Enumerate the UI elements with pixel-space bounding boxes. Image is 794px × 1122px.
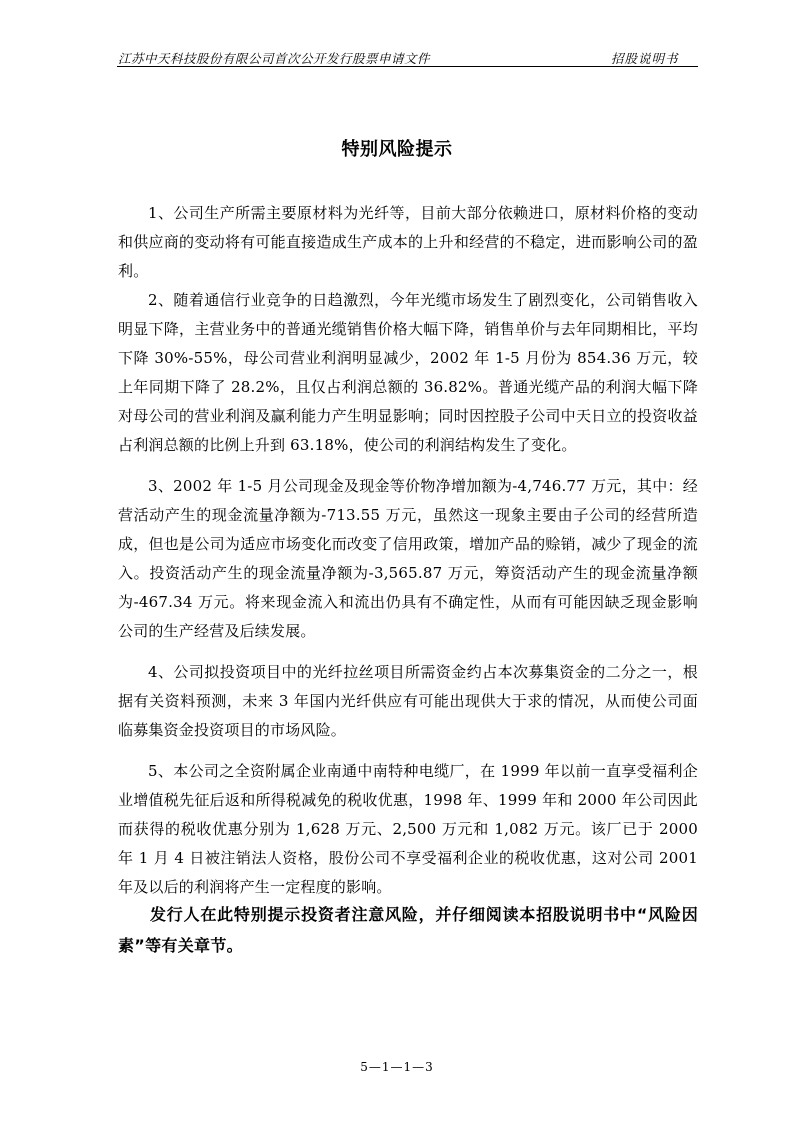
risk-paragraph-3: 3、2002 年 1-5 月公司现金及现金等价物净增加额为-4,746.77 万元，其中：经营活动产生的现金流量净额为-713.55 万元，虽然这一现象主要由子公司的经营所造成，但也是公司为适应市场变化而改变了信用政策，增加产品的赊销，减少了现金的流入。投资活动产生的现金流量净额为-3,565.87 万元，筹资活动产生的现金流量净额为-467.34 万元。将来现金流入和流出仍具有不确定性，从而有可能因缺乏现金影响公司的生产经营及后续发展。 <box>118 477 698 640</box>
risk-paragraph-5: 5、本公司之全资附属企业南通中南特种电缆厂，在 1999 年以前一直享受福利企业增值税先征后返和所得税减免的税收优惠，1998 年、1999 年和 2000 年公司因此而获得的税收优惠分别为 1,628 万元、2,500 万元和 1,082 万元。该厂已于 2000 年 1 月 4 日被注销法人资格，股份公司不享受福利企业的税收优惠，这对公司 2001 年及以后的利润将产生一定程度的影响。 <box>118 762 698 896</box>
page-number: 5—1—1—3 <box>360 1060 434 1074</box>
risk-paragraph-4: 4、公司拟投资项目中的光纤拉丝项目所需资金约占本次募集资金的二分之一，根据有关资料预测，未来 3 年国内光纤供应有可能出现供大于求的情况，从而使公司面临募集资金投资项目的市场风险。 <box>118 663 698 739</box>
header-rule <box>117 66 698 67</box>
header-right-text: 招股说明书 <box>611 51 679 66</box>
risk-paragraph-1: 1、公司生产所需主要原材料为光纤等，目前大部分依赖进口，原材料价格的变动和供应商的变动将有可能直接造成生产成本的上升和经营的不稳定，进而影响公司的盈利。 <box>118 204 698 280</box>
risk-paragraph-2: 2、随着通信行业竞争的日趋激烈，今年光缆市场发生了剧烈变化，公司销售收入明显下降，主营业务中的普通光缆销售价格大幅下降，销售单价与去年同期相比，平均下降 30%-55%，母公司营业利润明显减少，2002 年 1-5 月份为 854.36 万元，较上年同期下降了 28.2%，且仅占利润总额的 36.82%。普通光缆产品的利润大幅下降对母公司的营业利润及赢利能力产生明显影响；同时因控股子公司中天日立的投资收益占利润总额的比例上升到 63.18%，使公司的利润结构发生了变化。 <box>118 291 698 454</box>
header-left-text: 江苏中天科技股份有限公司首次公开发行股票申请文件 <box>118 51 431 66</box>
body-text <box>118 199 698 910</box>
page-title: 特别风险提示 <box>341 139 453 160</box>
investor-notice: 发行人在此特别提示投资者注意风险，并仔细阅读本招股说明书中“风险因素”等有关章节。 <box>118 905 698 955</box>
